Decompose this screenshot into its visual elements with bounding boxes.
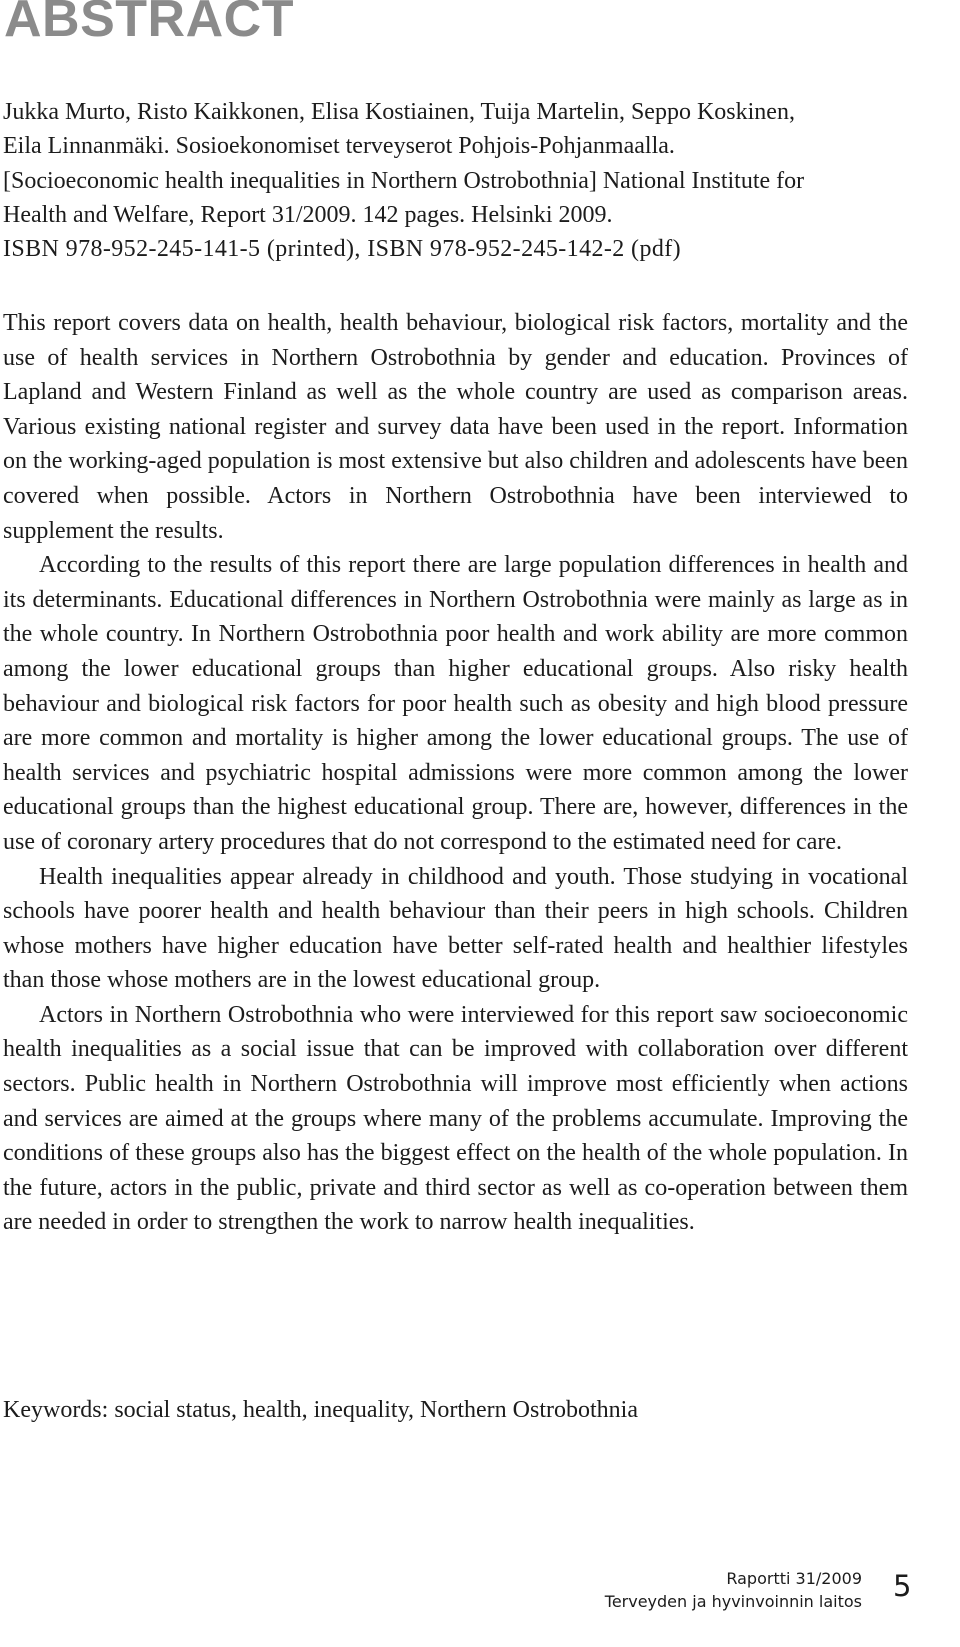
footer-publisher-label: Terveyden ja hyvinvoinnin laitos	[604, 1592, 862, 1611]
footer-report-label: Raportti 31/2009	[726, 1569, 862, 1588]
citation-authors-title-line: Eila Linnanmäki. Sosioekonomiset terveyserot Pohjois-Pohjanmaalla.	[3, 133, 675, 160]
abstract-paragraph-2: According to the results of this report there are large population differences in health and its determinants. Educational differences in Northern Ostrobothnia were mainly as large as in the whole country. In Northern Ostrobothnia poor health and work ability are more common among the lower educational groups than higher educational groups. Also risky health behaviour and biological risk factors for poor health such as obesity and high blood pressure are more common and mortality is higher among the lower educational groups. The use of health services and psychiatric hospital admissions were more common among the lower educational groups than the highest educational group. There are, however, differences in the use of coronary artery procedures that do not correspond to the estimated need for care.	[3, 552, 908, 855]
page-footer	[605, 1567, 862, 1613]
citation-authors-line: Jukka Murto, Risto Kaikkonen, Elisa Kostiainen, Tuija Martelin, Seppo Koskinen,	[3, 99, 795, 125]
abstract-paragraph-3: Health inequalities appear already in childhood and youth. Those studying in vocational schools have poorer health and health behaviour than their peers in high schools. Children whose mothers have higher education have better self-rated health and healthier lifestyles than those whose mothers are in the lowest educational group.	[3, 863, 908, 994]
page-title: ABSTRACT	[4, 0, 294, 48]
abstract-paragraph-4: Actors in Northern Ostrobothnia who were interviewed for this report saw socioeconomic health inequalities as a social issue that can be improved with collaboration over different sectors. Public health in Northern Ostrobothnia will improve most efficiently when actions and services are aimed at the groups where many of the problems accumulate. Improving the conditions of these groups also has the biggest effect on the health of the whole population. In the future, actors in the public, private and third sector as well as co-operation between them are needed in order to strengthen the work to narrow health inequalities.	[3, 1001, 908, 1236]
citation-publisher-line: Health and Welfare, Report 31/2009. 142 pages. Helsinki 2009.	[3, 201, 613, 228]
abstract-paragraph-1: This report covers data on health, health behaviour, biological risk factors, mortality and the use of health services in Northern Ostrobothnia by gender and education. Provinces of Lapland and Western Finland as well as the whole country are used as comparison areas. Various existing national register and survey data have been used in the report. Information on the working-aged population is most extensive but also children and adolescents have been covered when possible. Actors in Northern Ostrobothnia have been interviewed to supplement the results.	[3, 310, 908, 544]
citation-isbn-line: ISBN 978-952-245-141-5 (printed), ISBN 978-952-245-142-2 (pdf)	[3, 236, 682, 263]
abstract-body	[3, 306, 908, 1240]
citation-block	[3, 95, 908, 266]
citation-english-title-line: [Socioeconomic health inequalities in Northern Ostrobothnia] National Institute for	[3, 167, 805, 194]
page-number: 5	[893, 1569, 912, 1603]
keywords-line: Keywords: social status, health, inequality, Northern Ostrobothnia	[3, 1397, 638, 1423]
